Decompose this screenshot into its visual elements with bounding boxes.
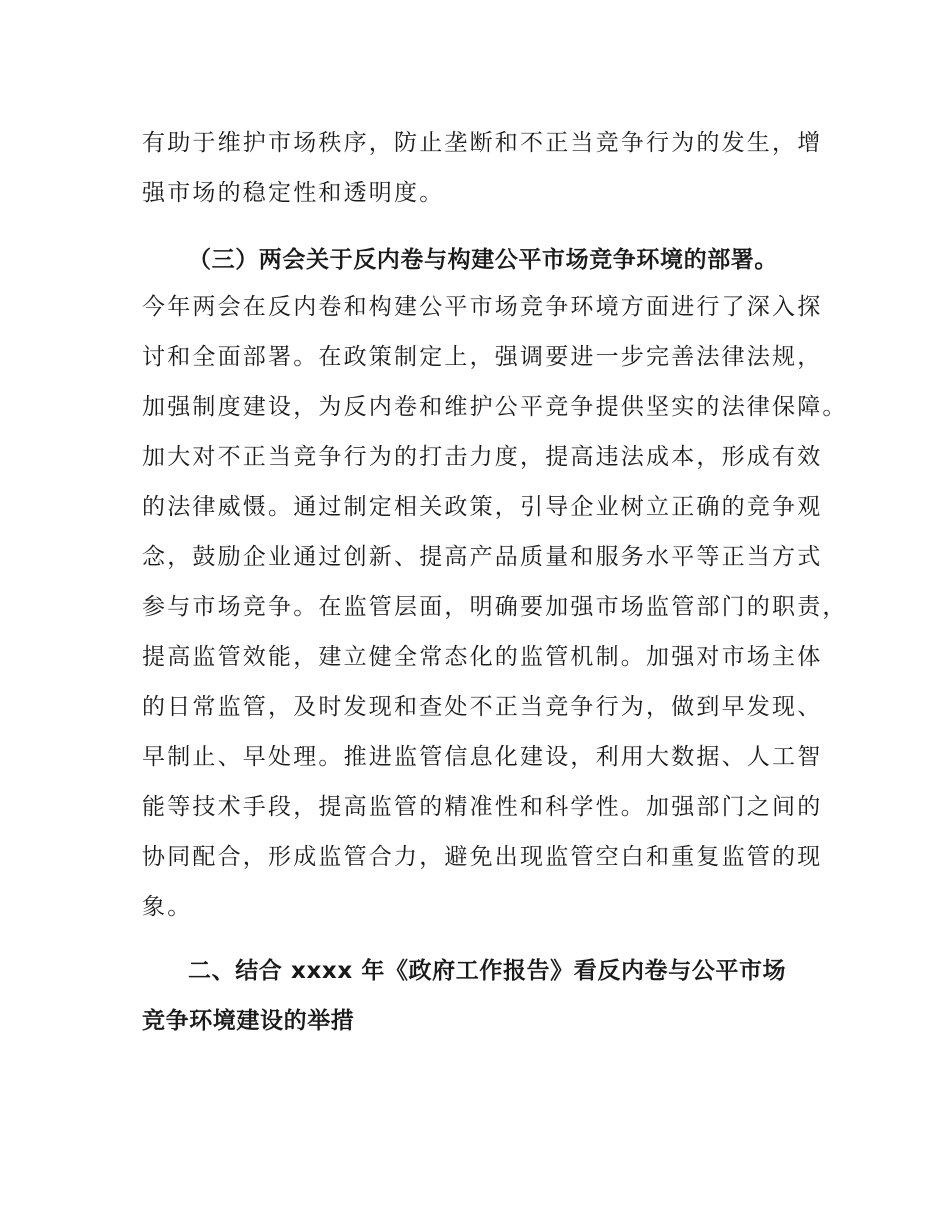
paragraph-line: 有助于维护市场秩序，防止垄断和不正当竞争行为的发生，增 [142,130,823,156]
paragraph-line: 能等技术手段，提高监管的精准性和科学性。加强部门之间的 [142,794,823,820]
paragraph-line: 提高监管效能，建立健全常态化的监管机制。加强对市场主体 [142,644,823,670]
paragraph-line: 早制止、早处理。推进监管信息化建设，利用大数据、人工智 [142,744,823,770]
paragraph-line: 今年两会在反内卷和构建公平市场竞争环境方面进行了深入探 [142,294,823,320]
paragraph-line: 讨和全面部署。在政策制定上，强调要进一步完善法律法规， [142,344,823,370]
paragraph-line: 协同配合，形成监管合力，避免出现监管空白和重复监管的现 [142,844,823,870]
paragraph-line: 加强制度建设，为反内卷和维护公平竞争提供坚实的法律保障。 [142,394,848,420]
section-heading: （三）两会关于反内卷与构建公平市场竞争环境的部署。 [188,247,778,273]
paragraph-line: 加大对不正当竞争行为的打击力度，提高违法成本，形成有效 [142,444,823,470]
paragraph-line: 象。 [142,894,193,920]
chapter-heading: 二、结合 xxxx 年《政府工作报告》看反内卷与公平市场 [188,958,787,984]
chapter-heading: 竞争环境建设的举措 [142,1008,355,1034]
paragraph-line: 参与市场竞争。在监管层面，明确要加强市场监管部门的职责， [142,594,848,620]
paragraph-line: 念，鼓励企业通过创新、提高产品质量和服务水平等正当方式 [142,544,823,570]
paragraph-line: 强市场的稳定性和透明度。 [142,180,445,206]
paragraph-line: 的日常监管，及时发现和查处不正当竞争行为，做到早发现、 [142,694,823,720]
paragraph-line: 的法律威慑。通过制定相关政策，引导企业树立正确的竞争观 [142,494,823,520]
